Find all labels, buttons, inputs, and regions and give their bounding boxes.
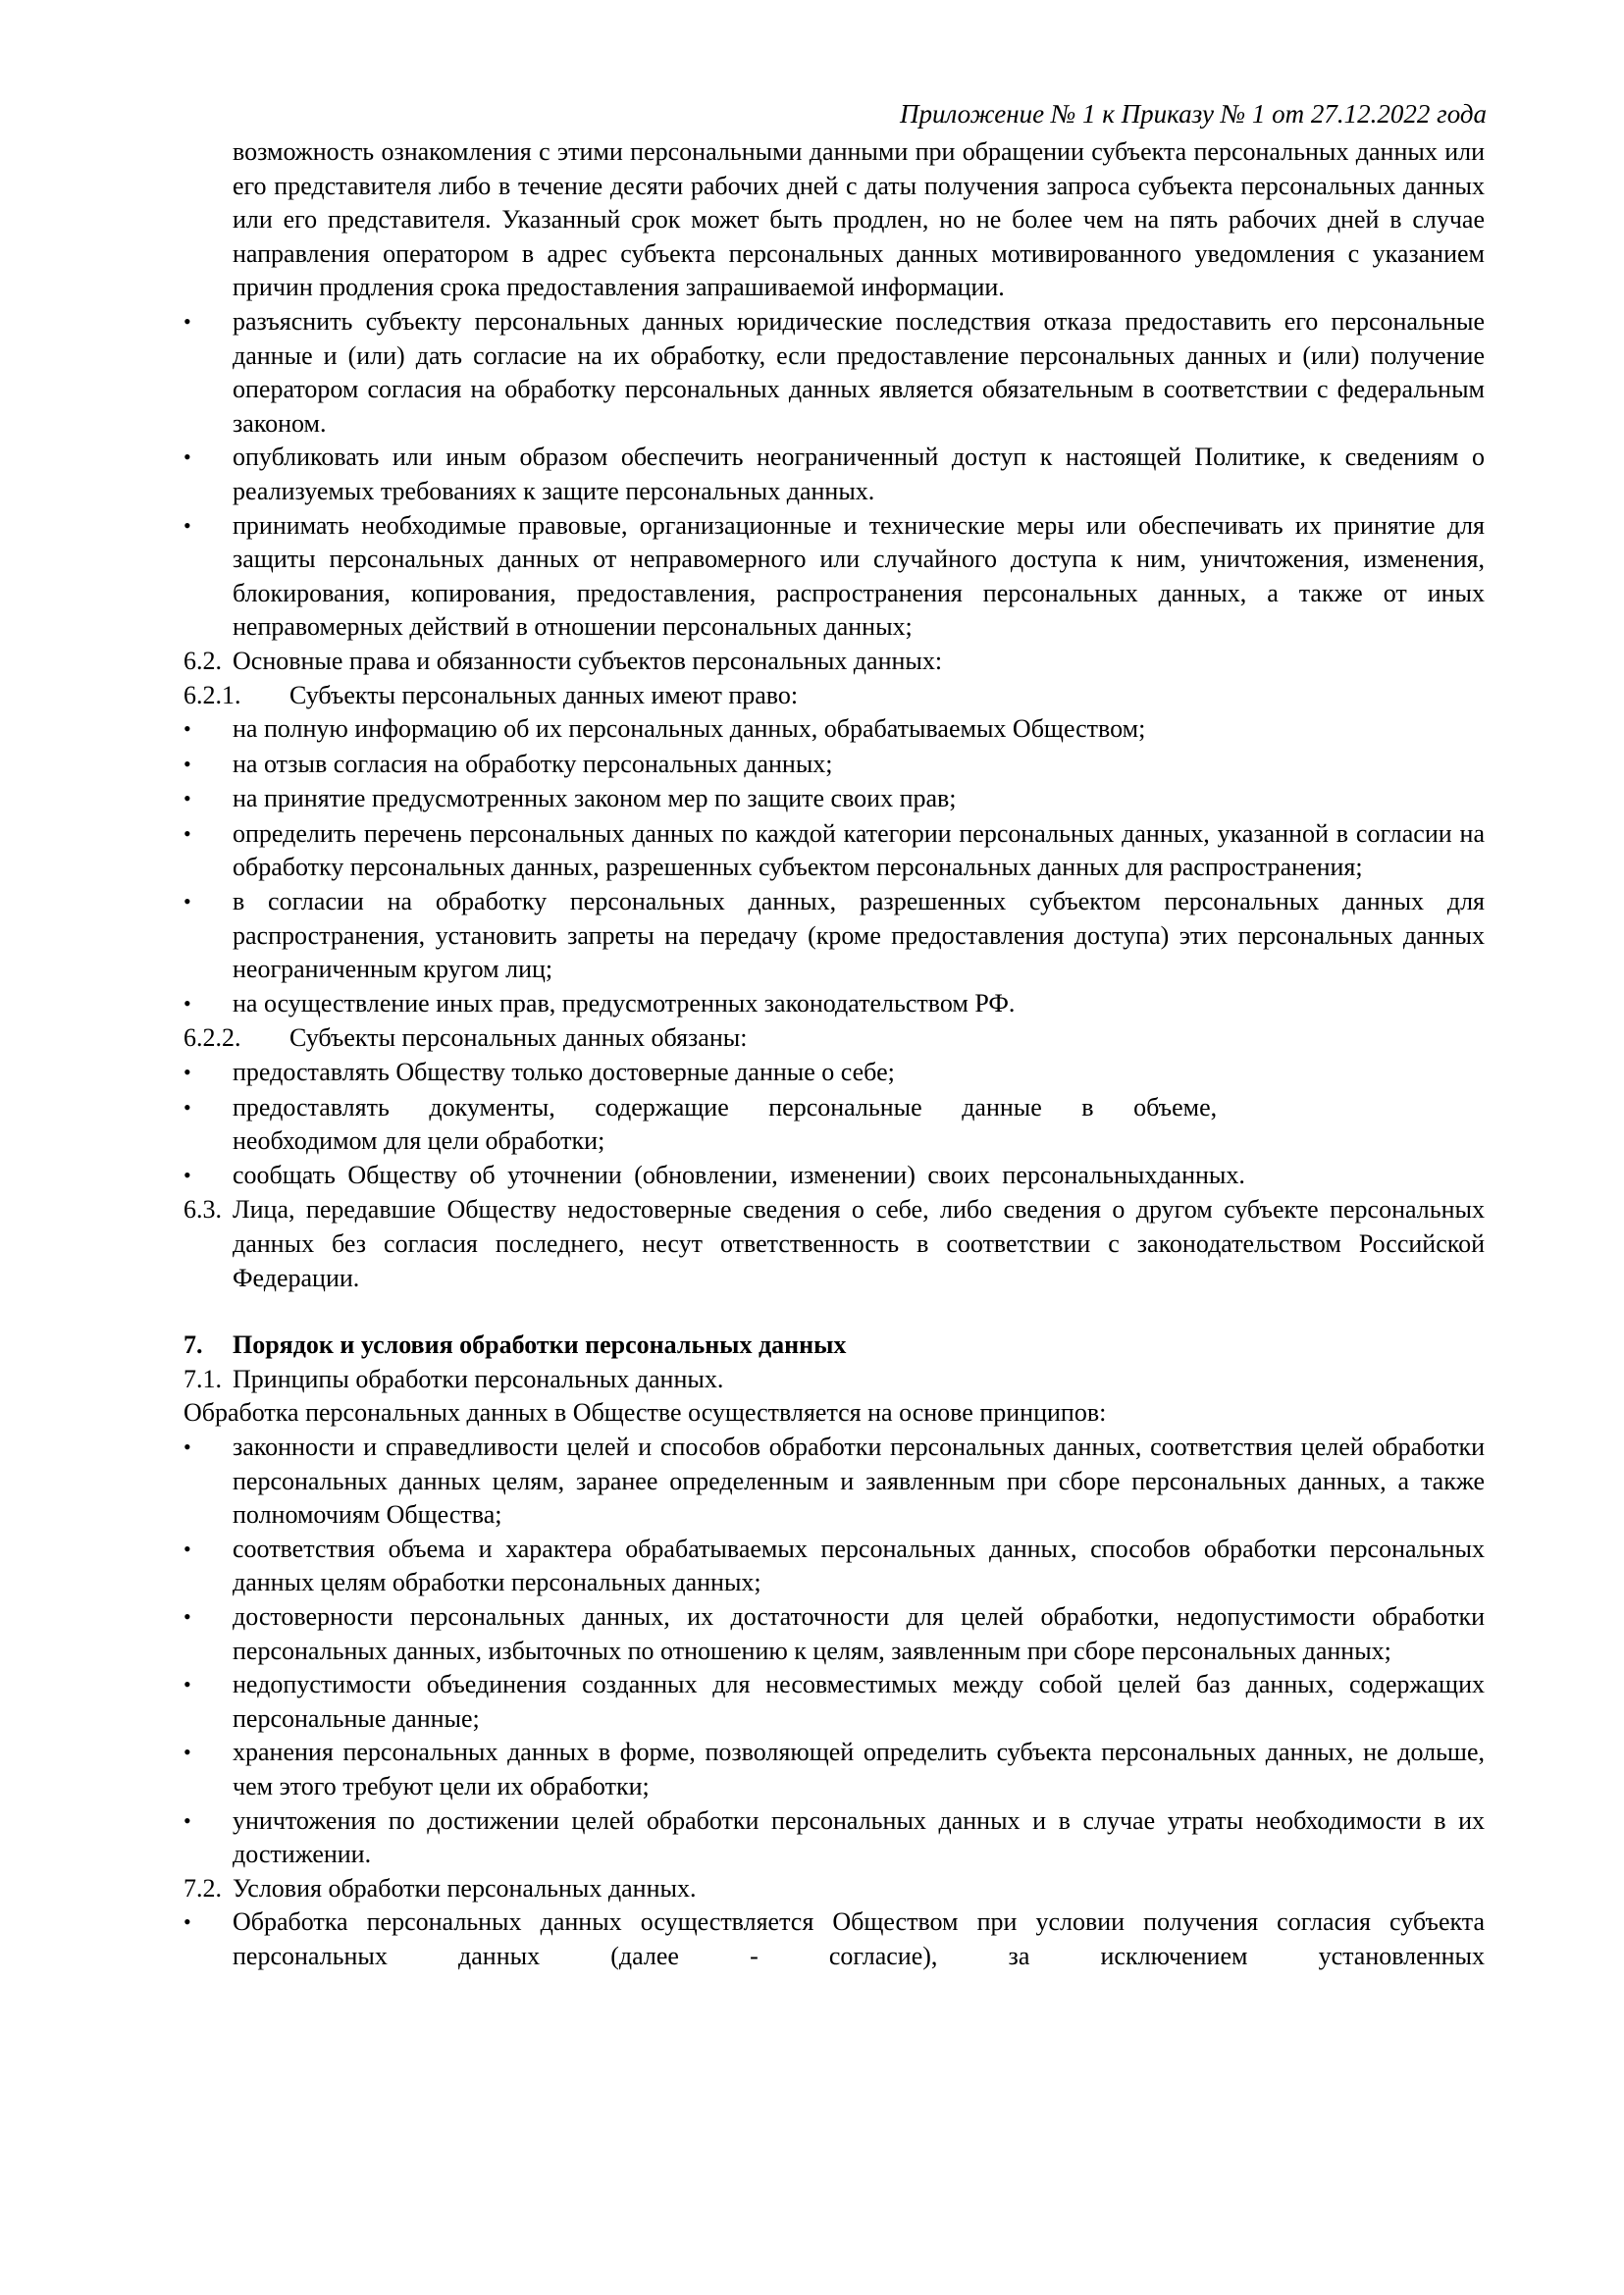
list-item [183,1736,1485,1803]
list-item-text: соответствия объема и характера обрабатываемых персональных данных, способов обработки персональных данных целям обработки персональных данных; [233,1534,1485,1597]
list-item-text: определить перечень персональных данных по каждой категории персональных данных, указанной в согласии на обработку персональных данных, разрешенных субъектом персональных данных для распространения; [233,818,1485,882]
section-6-2-1-heading [183,679,1485,713]
list-item [183,1533,1485,1600]
list-item-text: опубликовать или иным образом обеспечить неограниченный доступ к настоящей Политике, к сведениям о реализуемых требованиях к защите персональных данных. [233,443,1485,505]
bullet-icon: • [183,1536,191,1561]
bullet-icon: • [183,1603,191,1629]
list-item [183,1159,1485,1194]
list-item [183,441,1485,508]
section-number: 6.3. [183,1195,222,1225]
list-item [183,1668,1485,1736]
list-item [183,1600,1485,1668]
list-item-text: на отзыв согласия на обработку персональных данных; [233,749,833,778]
conditions-list [183,1905,1485,1973]
section-title: Условия обработки персональных данных. [233,1873,697,1903]
list-item-text: уничтожения по достижении целей обработки персональных данных и в случае утраты необходимости в их достижении. [233,1805,1485,1869]
section-title: Принципы обработки персональных данных. [233,1364,724,1393]
list-item-text: принимать необходимые правовые, организационные и технические меры или обеспечивать их принятие для защиты персональных данных от неправомерного или случайного доступа к ним, уничтожения, изменения, блокирования, копирования, предоставления, распространения персональных данных, а также от иных неправомерных действий в отношении персональных данных; [233,510,1485,642]
section-title: Субъекты персональных данных обязаны: [289,1023,748,1053]
list-item [183,987,1485,1022]
bullet-icon: • [183,308,191,334]
list-item [183,1091,1485,1159]
section-title: Субъекты персональных данных имеют право: [289,680,799,709]
list-item [183,885,1485,987]
section-number: 6.2.2. [183,1023,241,1053]
list-item-text: законности и справедливости целей и способов обработки персональных данных, соответствия целей обработки персональных данных целям, заранее определенным и заявленным при сборе персональных данных, а также полномочиям Общества; [233,1432,1485,1530]
intro-continuation: возможность ознакомления с этими персональными данными при обращении субъекта персональных данных или его представителя либо в течение десяти рабочих дней с даты получения запроса субъекта персональных данных или его представителя. Указанный срок может быть продлен, но не более чем на пять рабочих дней в случае направления оператором в адрес субъекта персональных данных мотивированного уведомления с указанием причин продления срока предоставления запрашиваемой информации. [233,137,1485,302]
bullet-icon: • [183,1094,191,1120]
list-item-line: необходимом для цели обработки; [233,1126,605,1156]
page-header: Приложение № 1 к Приказу № 1 от 27.12.2022 года [900,99,1487,129]
list-item [183,1804,1485,1872]
bullet-icon: • [183,1672,191,1697]
list-item-text: разъяснить субъекту персональных данных юридические последствия отказа предоставить его персональные данные и (или) дать согласие на их обработку, если предоставление персональных данных и (или) получение оператором согласия на обработку персональных данных является обязательным в соответствии с федеральным законом. [233,306,1485,438]
principles-list [183,1431,1485,1872]
bullet-icon: • [183,820,191,846]
list-item [183,1056,1485,1091]
bullet-icon: • [183,444,191,470]
list-item [183,305,1485,441]
list-item-text: на полную информацию об их персональных данных, обрабатываемых Обществом; [233,714,1146,744]
section-6-2-heading [183,645,1485,679]
list-item-text: Обработка персональных данных осуществляется Обществом при условии получения согласия субъекта персональных данных (далее - согласие), за исключением установленных [233,1907,1485,1970]
list-item [183,782,1485,817]
bullet-icon: • [183,1909,191,1935]
obligations-list [183,1056,1485,1193]
bullet-icon: • [183,751,191,776]
section-title: Основные права и обязанности субъектов персональных данных: [233,646,943,675]
bullet-icon: • [183,786,191,811]
bullet-icon: • [183,1060,191,1085]
bullet-icon: • [183,1740,191,1765]
section-title: Порядок и условия обработки персональных данных [233,1330,847,1360]
section-6-3 [183,1193,1485,1295]
principles-lead: Обработка персональных данных в Обществе осуществляется на основе принципов: [183,1398,1107,1428]
list-item [183,748,1485,783]
list-item [183,1431,1485,1533]
list-item [183,1905,1485,1973]
list-item-text: недопустимости объединения созданных для несовместимых между собой целей баз данных, содержащих персональные данные; [233,1670,1485,1733]
rights-list [183,712,1485,1021]
list-item-text: сообщать Обществу об уточнении (обновлении, изменении) своих персональныхданных. [233,1160,1245,1189]
list-item-line: предоставлять документы, содержащие персональные данные в объеме, [233,1092,1218,1121]
bullet-icon: • [183,990,191,1016]
section-6-2-2-heading [183,1021,1485,1056]
bullet-icon: • [183,1162,191,1187]
section-7-1-heading [183,1363,1485,1397]
bullet-icon: • [183,1434,191,1459]
section-number: 6.2.1. [183,680,241,709]
list-item [183,817,1485,885]
list-item-text: предоставлять Обществу только достоверные данные о себе; [233,1058,895,1087]
bullet-icon: • [183,512,191,538]
list-item [183,509,1485,645]
section-number: 6.2. [183,646,222,675]
section-number: 7. [183,1330,203,1360]
list-item-text: хранения персональных данных в форме, позволяющей определить субъекта персональных данных, не дольше, чем этого требуют цели их обработки; [233,1738,1485,1800]
section-7-2-heading [183,1872,1485,1906]
bullet-icon: • [183,1807,191,1833]
bullet-icon: • [183,716,191,742]
section-7-heading [183,1329,1485,1363]
section-number: 7.1. [183,1364,222,1393]
bullet-icon: • [183,889,191,914]
section-number: 7.2. [183,1873,222,1903]
document-page [183,94,1485,1973]
section-text: Лица, передавшие Обществу недостоверные сведения о себе, либо сведения о другом субъекте персональных данных без согласия последнего, несут ответственность в соответствии с законодательством Российской Федерации. [233,1195,1485,1292]
list-item-text: достоверности персональных данных, их достаточности для целей обработки, недопустимости обработки персональных данных, избыточных по отношению к целям, заявленным при сборе персональных данных; [233,1601,1485,1665]
list-item-text: на осуществление иных прав, предусмотренных законодательством РФ. [233,988,1016,1017]
list-item [183,712,1485,748]
list-item-text: на принятие предусмотренных законом мер по защите своих прав; [233,784,957,813]
operator-duties-list [183,305,1485,645]
list-item-text: в согласии на обработку персональных данных, разрешенных субъектом персональных данных для распространения, установить запреты на передачу (кроме предоставления доступа) этих персональных данных неограниченным кругом лиц; [233,887,1485,984]
list-item-text [233,1091,1485,1159]
